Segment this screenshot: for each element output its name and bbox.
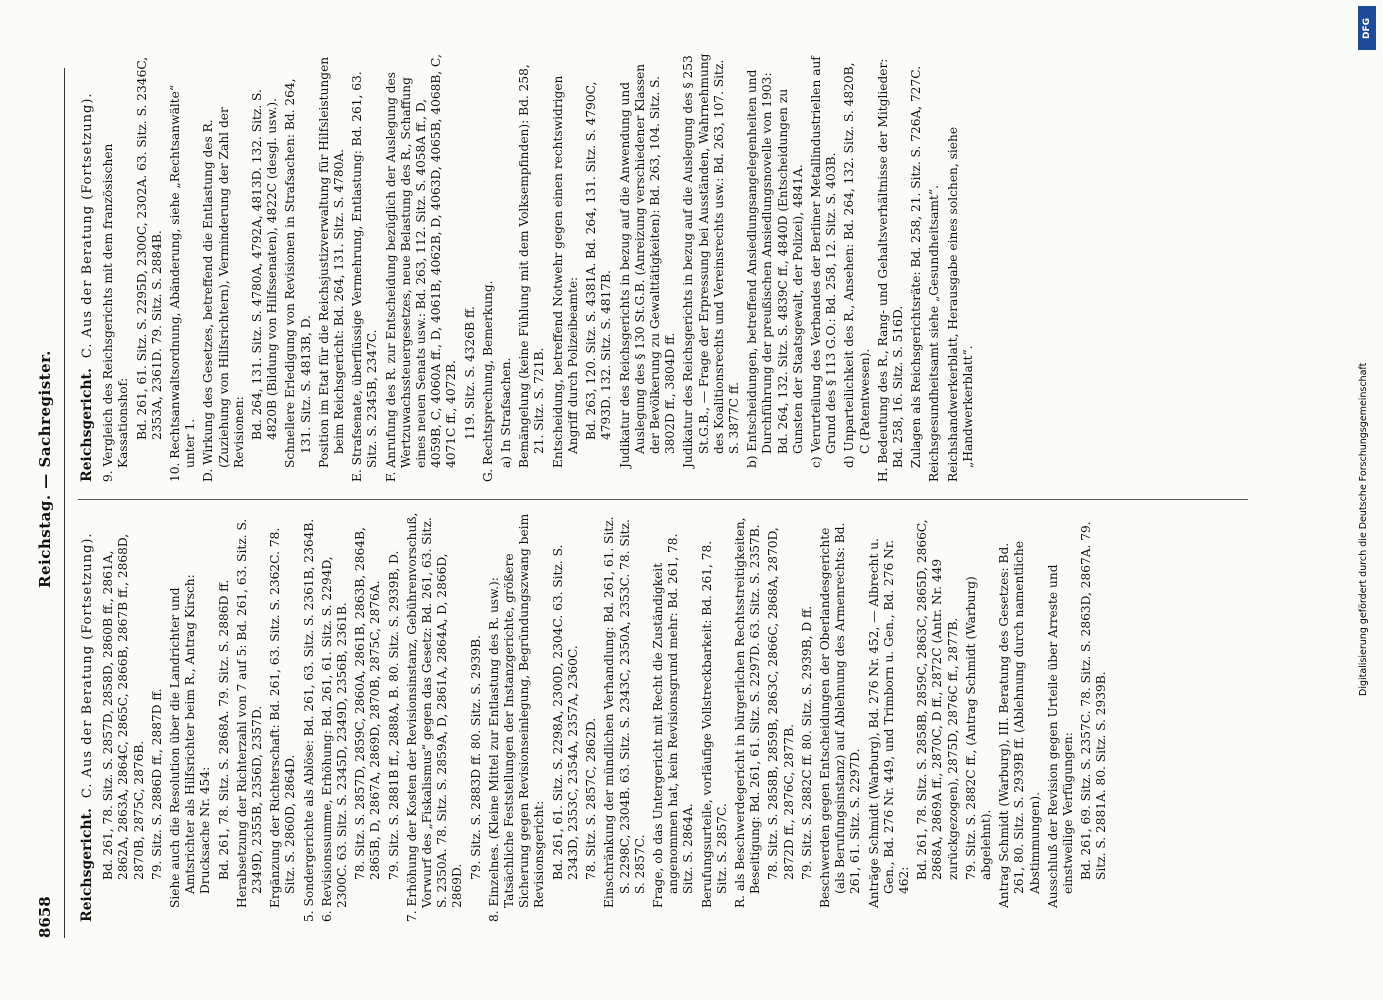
register-entry: Bd. 261, 78. Sitz. S. 2868A. 79. Sitz. S. 2886D ff. (216, 579, 231, 880)
register-entry: c) Verurteilung des Verbandes der Berliner Metallindustriellen auf Grund des § 113 G.O.: Bd. 258, 12. Sitz. S. 403B. (808, 56, 839, 468)
register-entry: 78. Sitz. S. 2857C, 2862D. (584, 717, 599, 880)
register-entry: Schnellere Erledigung von Revisionen in Strafsachen: Bd. 264, 131. Sitz. S. 4813B, D. (283, 78, 313, 468)
left-column (80, 512, 1113, 922)
register-entry: Judikatur des Reichsgerichts in bezug auf die Anwendung und Auslegung des § 130 St.G.B. (Anreizung verschiedener Klassen der Bevölkerung zu Gewalttätigkeiten): Bd. 263, 104. Sitz. S. 3802D ff., 3804D ff. (617, 63, 678, 468)
register-entry: Entscheidung, betreffend Notwehr gegen einen rechtswidrigen Angriff durch Polizeibeamte: (550, 75, 580, 468)
register-entry: R. als Beschwerdegericht in bürgerlichen Rechtsstreitigkeiten, Beseitigung: Bd. 261, 61. Sitz. S. 2297D. 63. Sitz. S. 2357B. (732, 517, 763, 908)
register-entry: G. Rechtsprechung, Bemerkung. (480, 280, 495, 482)
register-entry: Bd. 261, 69. Sitz. S. 2357C. 78. Sitz. S. 2863D, 2867A. 79. Sitz. S. 2881A. 80. Sitz. S. 2939B. (1079, 521, 1109, 880)
register-entry: H. Bedeutung des R., Rang- und Gehaltsverhältnisse der Mitglieder: Bd. 258, 16. Sitz. S. 516D. (875, 58, 905, 482)
register-entry: 6. Revisionssumme, Erhöhung: Bd. 261, 61. Sitz. S. 2294D, 2300C. 63. Sitz. S. 2345D, 2349D, 2356B, 2361B. (319, 556, 350, 922)
register-entry: b) Entscheidungen, betreffend Ansiedlungsangelegenheiten und Durchführung der preußischen Ansiedlungsnovelle von 1903: Bd. 264, 132. Sitz. S. 4839C ff., 4840D (Entscheidungen zu Gunsten der Staatsgewalt, der Polizei), 4841A. (745, 69, 805, 468)
digitization-note: Digitalisierung gefördert durch die Deutsche Forschungsgemeinschaft (1358, 362, 1369, 696)
register-entry: Bd. 263, 120. Sitz. S. 4381A. Bd. 264, 131. Sitz. S. 4790C, 4793D. 132. Sitz. S. 4817B. (584, 81, 614, 440)
register-entry: F. Anrufung des R. zur Entscheidung bezüglich der Auslegung des Wertzuwachssteuergesetzes, neue Belastung des R., Schaffung eines neuen Senats usw.: Bd. 263, 112. Sitz. S. 4058A ff., D, 4059B, C, 4060A ff., D, 4061B, 4062B, D, 4063D, 4065B, 4068B, C, 4071C ff., 4072B. (383, 54, 459, 482)
left-keyword: Reichsgericht. (79, 808, 95, 922)
register-entry: Frage, ob das Untergericht mit Recht die Zuständigkeit angenommen hat, kein Revisionsgrund mehr: Bd. 261, 78. Sitz. S. 2864A. (650, 533, 696, 908)
left-section: C. Aus der Beratung (Fortsetzung). (80, 532, 95, 799)
register-entry: 7. Erhöhung der Kosten der Revisionsinstanz, Gebührenvorschuß, Vorwurf des „Fiskalismus“ gegen das Gesetz: Bd. 261, 63. Sitz. S. 2350A. 78. Sitz. S. 2859A, D, 2861A, 2864A, D, 2866D, 2869D. (404, 512, 465, 922)
register-entry: E. Strafsenate, überflüssige Vermehrung, Entlastung: Bd. 261, 63. Sitz. S. 2345B, 2347C. (350, 71, 380, 482)
register-entry: Ergänzung der Richterschaft: Bd. 261, 63. Sitz. S. 2362C. 78. Sitz. S. 2860D, 2864D. (268, 527, 298, 908)
register-entry: Reichshandwerkerblatt, Herausgabe eines solchen, siehe „Handwerkerblatt“. (945, 126, 975, 482)
register-entry: 78. Sitz. S. 2858B, 2859B, 2863C, 2866C, 2868A, 2870D, 2872D ff., 2876C, 2877B. (766, 527, 796, 880)
register-entry: Herabsetzung der Richterzahl von 7 auf 5: Bd. 261, 63. Sitz. S. 2349D, 2355B, 2356D, 2357D. (234, 518, 265, 908)
digitization-sidebar (1353, 0, 1379, 1000)
right-keyword: Reichsgericht. (79, 368, 95, 482)
register-entry: Bd. 261, 61. Sitz. S. 2295D, 2300C, 2302A. 63. Sitz. S. 2346C, 2353A, 2361D. 79. Sitz. S. 2884B. (134, 56, 164, 440)
register-entry: 79. Sitz. S. 2882C ff. 80. Sitz. S. 2939B, D ff. (799, 605, 814, 880)
register-entry: Einschränkung der mündlichen Verhandlung: Bd. 261, 61. Sitz. S. 2298C, 2304B. 63. Sitz. S. 2343C, 2350A, 2353C. 78. Sitz. S. 2857C. (602, 516, 647, 908)
register-entry: Zulagen als Reichsgerichtsräte: Bd. 258, 21. Sitz. S. 726A, 727C. (909, 65, 924, 468)
right-section: C. Aus der Beratung (Fortsetzung). (80, 92, 95, 359)
register-entry: Anträge Schmidt (Warburg), Bd. 276 Nr. 452, — Albrecht u. Gen., Bd. 276 Nr. 449, und Trimborn u. Gen., Bd. 276 Nr. 462: (866, 538, 911, 908)
right-entries (101, 52, 976, 482)
register-entry: 79. Sitz. S. 2881B ff., 2888A, B. 80. Sitz. S. 2939B, D. (386, 550, 401, 880)
register-entry: Beschwerden gegen Entscheidungen der Oberlandesgerichte (als Berufungsinstanz) auf Ablehnung des Armenrechts: Bd. 261, 61. Sitz. S. 2297D. (817, 522, 863, 908)
register-entry: a) In Strafsachen. (499, 357, 514, 468)
register-entry: d) Unparteilichkeit des R., Ansehen: Bd. 264, 132. Sitz. S. 4820B, C (Patentwesen). (842, 62, 872, 468)
register-entry: Position im Etat für die Reichsjustizverwaltung für Hilfsleistungen beim Reichsgericht: Bd. 264, 131. Sitz. S. 4780A. (316, 56, 347, 468)
register-entry: Bd. 261, 78. Sitz. S. 2857D, 2858D, 2860B ff., 2861A, 2862A, 2863A, 2864C, 2865C, 2866B, 2867B ff., 2868D, 2870B, 2875C, 2876B. (101, 533, 146, 880)
left-entries (101, 512, 1109, 922)
left-column-heading (80, 512, 95, 922)
register-entry: 79. Sitz. S. 2886D ff., 2887D ff. (149, 688, 164, 880)
register-entry: Bd. 261, 61. Sitz. S. 2298A, 2300D, 2304C. 63. Sitz. S. 2343D, 2353C, 2354A, 2357A, 2360C. (550, 544, 580, 880)
register-entry: 79. Sitz. S. 2883D ff. 80. Sitz. S. 2939B. (468, 635, 483, 880)
register-entry: 78. Sitz. S. 2857D, 2859C, 2860A, 2861B, 2863B, 2864B, 2865B, D, 2867A, 2869D, 2870B, 2875C, 2876A. (353, 527, 383, 880)
register-entry: 79. Sitz. S. 2882C ff., (Antrag Schmidt (Warburg) abgelehnt). (963, 576, 993, 880)
register-entry: 9. Vergleich des Reichsgerichts mit dem französischen Kassationshof: (101, 143, 131, 482)
register-entry: Judikatur des Reichsgerichts in bezug auf die Auslegung des § 253 St.G.B., — Frage der Erpressung bei Ausständen, Wahrnehmung des Koalitionsrechts und Vereinsrechts usw.: Bd. 263, 107. Sitz. S. 3877C ff. (681, 53, 741, 468)
register-entry: D. Wirkung des Gesetzes, betreffend die Entlastung des R. (Zuziehung von Hilfsrichtern), Verminderung der Zahl der Revisionen: (201, 107, 246, 482)
register-entry: 10. Rechtsanwaltsordnung, Abänderung, siehe „Rechtsanwälte“ unter 1. (168, 84, 198, 482)
register-entry: Bd. 261, 78. Sitz. S. 2858B, 2859C, 2863C, 2865D, 2866C, 2868A, 2869A ff., 2870C, D ff., 2872C (Antr. Nr. 449 zurückgezogen), 2875D, 2876C ff., 2877B. (915, 519, 960, 880)
register-entry: Antrag Schmidt (Warburg), III. Beratung des Gesetzes: Bd. 261, 80. Sitz. S. 2939B ff. (Ablehnung durch namentliche Abstimmungen). (997, 541, 1042, 908)
right-column-heading (80, 52, 95, 482)
register-entry: 8. Einzelnes. (Kleine Mittel zur Entlastung des R. usw.): Tatsächliche Feststellungen der Instanzgerichte, größere Sicherung gegen Revisionseinlegung, Begründungszwang beim Revisionsgericht: (486, 513, 547, 922)
right-column (80, 52, 979, 482)
dfg-logo: DFG (1358, 6, 1376, 50)
register-entry: Bemängelung (keine Fühlung mit dem Volksempfinden): Bd. 258, 21. Sitz. S. 721B. (517, 64, 547, 468)
register-entry: Bd. 264, 131. Sitz. S. 4780A, 4792A, 4813D. 132. Sitz. S. 4820B (Bildung von Hilfssenaten), 4822C (desgl. usw.). (250, 89, 280, 440)
register-entry: 119. Sitz. S. 4326B ff. (462, 306, 477, 440)
register-entry: Siehe auch die Resolution über die Landrichter und Amtsrichter als Hilfsrichter beim R., Antrag Kirsch: Drucksache Nr. 454: (168, 574, 213, 908)
header-divider (64, 68, 65, 938)
register-entry: Reichsgesundheitsamt siehe „Gesundheitsamt“. (927, 185, 942, 482)
register-entry: 5. Sondergerichte als Ablöse: Bd. 261, 63. Sitz. S. 2361B, 2364B. (301, 518, 316, 922)
column-divider (78, 499, 1248, 500)
register-entry: Berufungsurteile, vorläufige Vollstreckbarkeit: Bd. 261, 78. Sitz. S. 2857C. (699, 540, 729, 908)
register-entry: Ausschluß der Revision gegen Urteile über Arreste und einstweilige Verfügungen: (1045, 564, 1075, 908)
page-number: 8658 (36, 896, 54, 938)
running-title: Reichstag. — Sachregister. (36, 350, 54, 588)
